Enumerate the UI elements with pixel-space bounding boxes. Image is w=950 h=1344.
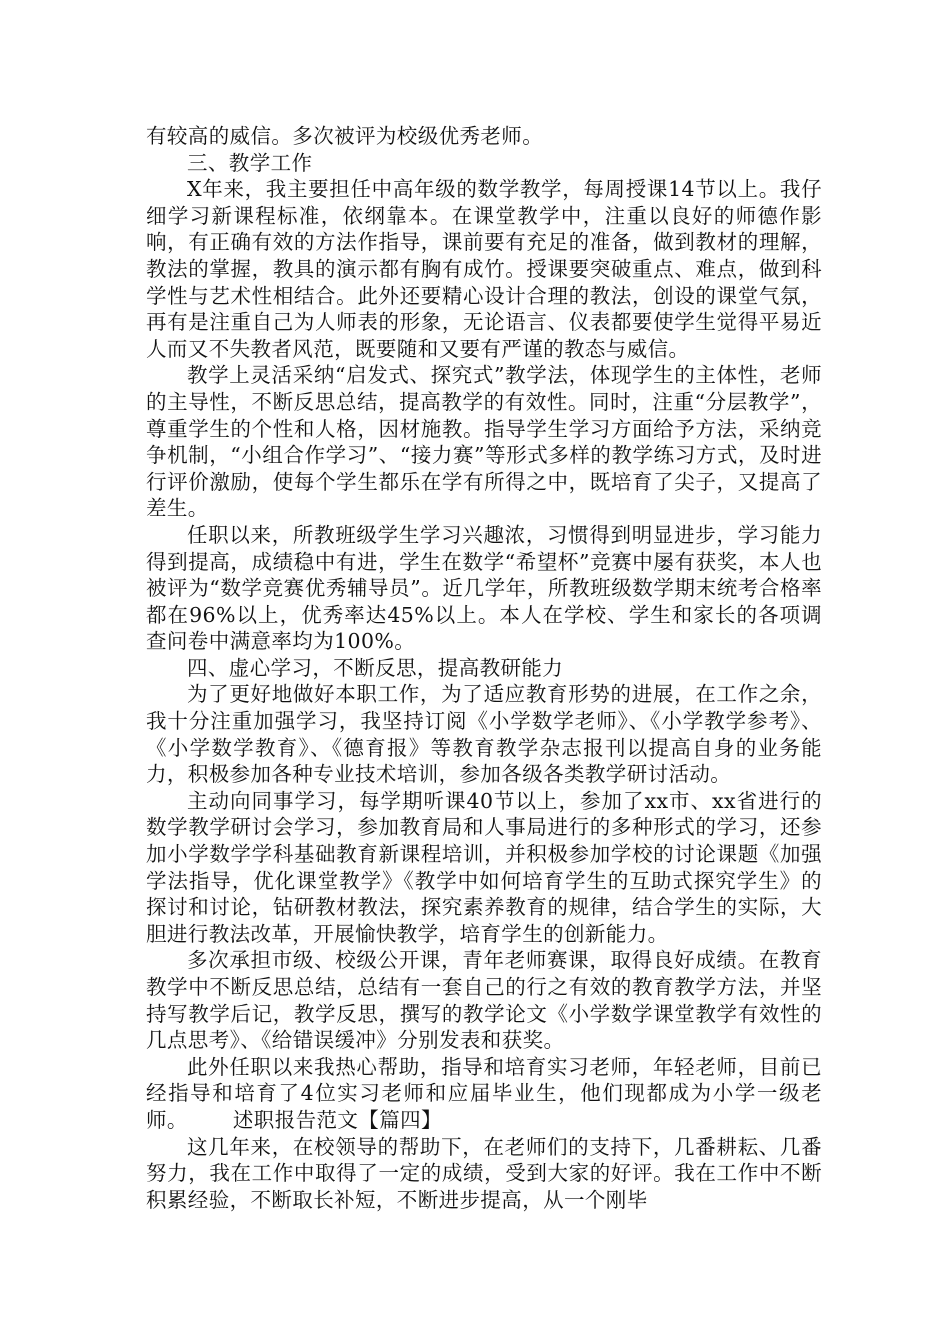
report-title-part-four: 述职报告范文【篇四】 xyxy=(232,1107,442,1132)
document-page xyxy=(146,123,822,1213)
paragraph-continuation: 有较高的威信。多次被评为校级优秀老师。 xyxy=(146,124,544,148)
section-heading-teaching-work: 三、教学工作 xyxy=(187,150,313,175)
paragraph-part-four-opening: 这几年来，在校领导的帮助下，在老师们的支持下，几番耕耘、几番努力，我在工作中取得了一定的成绩，受到大家的好评。我在工作中不断积累经验，不断取长补短，不断进步提高，从一个刚毕 xyxy=(146,1134,822,1212)
paragraph-mentoring xyxy=(146,1054,822,1134)
paragraph-peer-learning: 主动向同事学习，每学期听课40节以上，参加了xx市、xx省进行的数学教学研讨会学习，参加教育局和人事局进行的多种形式的学习，还参加小学数学学科基础教育新课程培训，并积极参加学校的讨论课题《加强学法指导，优化课堂教学》《教学中如何培育学生的互助式探究学生》的探讨和讨论，钻研教材教法，探究素养教育的规律，结合学生的实际，大胆进行教法改革，开展愉快教学，培育学生的创新能力。 xyxy=(146,788,822,946)
paragraph-mentoring-text: 此外任职以来我热心帮助，指导和培育实习老师，年轻老师，目前已经指导和培育了4位实习老师和应届毕业生，他们现都成为小学一级老师。 xyxy=(146,1054,822,1132)
paragraph-open-classes: 多次承担市级、校级公开课，青年老师赛课，取得良好成绩。在教育教学中不断反思总结，总结有一套自己的行之有效的教育教学方法，并坚持写教学后记，教学反思，撰写的教学论文《小学数学课堂教学有效性的几点思考》、《给错误缓冲》分别发表和获奖。 xyxy=(146,948,822,1053)
paragraph-teaching-results: 任职以来，所教班级学生学习兴趣浓，习惯得到明显进步，学习能力得到提高，成绩稳中有进，学生在数学“希望杯”竞赛中屡有获奖，本人也被评为“数学竞赛优秀辅导员”。近几学年，所教班级数学期末统考合格率都在96%以上，优秀率达45%以上。本人在学校、学生和家长的各项调查问卷中满意率均为100%。 xyxy=(146,522,822,654)
paragraph-teaching-duties: X年来，我主要担任中高年级的数学教学，每周授课14节以上。我仔细学习新课程标准，依纲靠本。在课堂教学中，注重以良好的师德作影响，有正确有效的方法作指导，课前要有充足的准备，做到教材的理解，教法的掌握，教具的演示都有胸有成竹。授课要突破重点、难点，做到科学性与艺术性相结合。此外还要精心设计合理的教法，创设的课堂气氛，再有是注重自己为人师表的形象，无论语言、仪表都要使学生觉得平易近人而又不失教者风范，既要随和又要有严谨的教态与威信。 xyxy=(146,177,822,361)
section-heading-research: 四、虚心学习，不断反思，提高教研能力 xyxy=(187,655,564,680)
paragraph-teaching-methods: 教学上灵活采纳“启发式、探究式”教学法，体现学生的主体性，老师的主导性，不断反思总结，提高教学的有效性。同时，注重“分层教学”，尊重学生的个性和人格，因材施教。指导学生学习方面给予方法，采纳竞争机制，“小组合作学习”、“接力赛”等形式多样的教学练习方式，及时进行评价激励，使每个学生都乐在学有所得之中，既培育了尖子，又提高了差生。 xyxy=(146,363,822,521)
paragraph-self-study: 为了更好地做好本职工作，为了适应教育形势的进展，在工作之余，我十分注重加强学习，我坚持订阅《小学数学老师》、《小学教学参考》、《小学数学教育》、《德育报》等教育教学杂志报刊以提高自身的业务能力，积极参加各种专业技术培训，参加各级各类教学研讨活动。 xyxy=(146,682,822,787)
